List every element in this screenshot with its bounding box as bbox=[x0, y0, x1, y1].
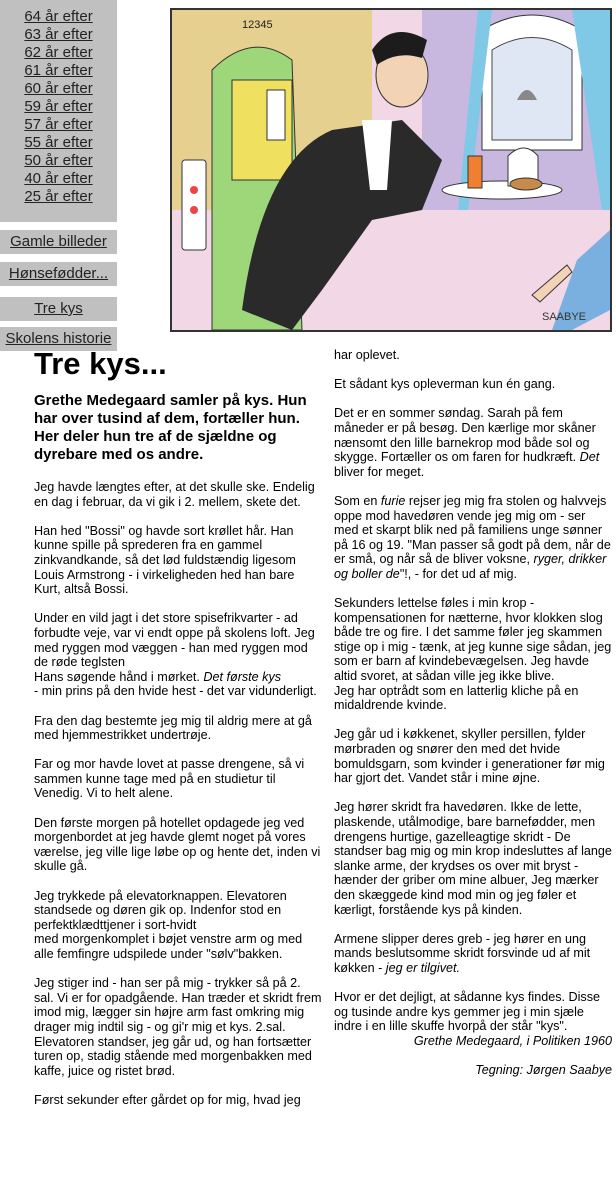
article-title: Tre kys... bbox=[34, 346, 167, 381]
nav-link-25[interactable]: 25 år efter bbox=[24, 188, 93, 205]
paragraph: Fra den dag bestemte jeg mig til aldrig mere at gå med hjemmestrikket undertrøje. bbox=[34, 713, 312, 743]
year-nav bbox=[0, 0, 117, 222]
nav-link-57[interactable]: 57 år efter bbox=[24, 116, 93, 133]
paragraph: Den første morgen på hotellet opdagede jeg ved morgenbordet at jeg havde glemt noget på vores værelse, jeg ville lige løbe op og hente det, inden vi skulle gå. bbox=[34, 815, 321, 874]
floor-numbers: 12345 bbox=[242, 19, 273, 31]
waiter-drawing bbox=[172, 10, 610, 330]
paragraph: Jeg går ud i køkkenet, skyller persillen, fylder mørbraden og snører den med det hvide bomuldsgarn, som kvinder i generationer før mig har gjort det. Vandet står i mine øjne. bbox=[334, 727, 605, 786]
nav-gamle-billeder[interactable]: Gamle billeder bbox=[0, 230, 117, 254]
paragraph: Jeg stiger ind - han ser på mig - trykker så på 2. sal. Vi er for opadgående. Han træder et skridt frem imod mig, lægger sin højre arm fast omkring mig drager mig indtil sig - og gi'r mig et kys. 2.sal. Elevatoren standser, jeg går ud, og han fortsætter turen op, stadig stående med morgenbakken med kaffe, juice og ristet brød. bbox=[34, 976, 322, 1078]
paragraph: Det er en sommer søndag. Sarah på fem måneder er på besøg. Den kærlige mor skåner nænsomt den lille barnekrop mod både sol og skygge. Fortæller os om faren for hudkræft. Det bliver for meget. bbox=[334, 406, 600, 479]
nav-link-61[interactable]: 61 år efter bbox=[24, 62, 93, 79]
nav-link-60[interactable]: 60 år efter bbox=[24, 80, 93, 97]
illustration-credit: Tegning: Jørgen Saabye bbox=[475, 1063, 612, 1078]
elevator-illustration bbox=[170, 8, 612, 332]
nav-link-63[interactable]: 63 år efter bbox=[24, 26, 93, 43]
nav-link-62[interactable]: 62 år efter bbox=[24, 44, 93, 61]
nav-tre-kys[interactable]: Tre kys bbox=[0, 297, 117, 321]
article-column-left bbox=[34, 480, 322, 1122]
nav-skolens-historie[interactable]: Skolens historie bbox=[0, 327, 117, 351]
paragraph: Far og mor havde lovet at passe drengene, så vi sammen kunne tage med på en studietur til Venedig. Vi to helt alene. bbox=[34, 757, 305, 801]
paragraph: Jeg trykkede på elevatorknappen. Elevatoren standsede og døren gik op. Indenfor stod en perfektklædttjener i sort-hvidt med morgenkomplet i bøjet venstre arm og med alle femfingre udspilede under "sølv"bakken. bbox=[34, 888, 303, 961]
paragraph: Hvor er det dejligt, at sådanne kys findes. Disse og tusinde andre kys gemmer jeg i min sjæle indre i en lille skuffe hvorpå der står "kys". bbox=[334, 990, 600, 1034]
paragraph: Et sådant kys opleverman kun én gang. bbox=[334, 377, 556, 392]
nav-link-64[interactable]: 64 år efter bbox=[24, 8, 93, 25]
nav-link-55[interactable]: 55 år efter bbox=[24, 134, 93, 151]
article-lead: Grethe Medegaard samler på kys. Hun har over tusind af dem, fortæller hun. Her deler hun tre af de sjældne og dyrebare med os andre. bbox=[34, 392, 307, 463]
paragraph: Han hed "Bossi" og havde sort krøllet hår. Han kunne spille på sprederen fra en gammel zinkvandkande, så det lød fuldstændig ligesom Louis Armstrong - i virkeligheden hed han bare Kurt, altså Bossi. bbox=[34, 523, 296, 597]
paragraph: Armene slipper deres greb - jeg hører en ung mands beslutsomme skridt forsvinde ud af mit køkken - jeg er tilgivet. bbox=[334, 931, 591, 975]
paragraph: Først sekunder efter gårdet op for mig, hvad jeg bbox=[34, 1092, 301, 1107]
nav-honsefodder[interactable]: Hønsefødder... bbox=[0, 262, 117, 286]
article-column-right bbox=[334, 348, 612, 1092]
nav-link-40[interactable]: 40 år efter bbox=[24, 170, 93, 187]
nav-link-50[interactable]: 50 år efter bbox=[24, 152, 93, 169]
illustration-signature: SAABYE bbox=[542, 311, 587, 323]
paragraph: Jeg havde længtes efter, at det skulle ske. Endelig en dag i februar, da vi gik i 2. mellem, skete det. bbox=[34, 480, 315, 509]
paragraph: Som en furie rejser jeg mig fra stolen og halvvejs oppe mod havedøren vende jeg mig om - ser med et skarpt blik ned på familiens unge sønner på 16 og 19. "Man passer så godt på dem, når de er små, og når så de bliver voksne, ryger, drikker og boller de"!, - for det ud af mig. bbox=[334, 493, 611, 581]
paragraph: har oplevet. bbox=[334, 348, 400, 362]
paragraph: Jeg hører skridt fra havedøren. Ikke de lette, plaskende, utålmodige, bare barnefødder, men drengens hurtige, gazelleagtige skridt - De standser bag mig og min krop indesluttes af lange slanke arme, der krydses os over mit bryst - hænder der griber om mine albuer, Jeg mærker den skæggede kind mod min og jeg føler et kærligt, forstående kys på kinden. bbox=[334, 800, 612, 917]
paragraph: Sekunders lettelse føles i min krop - kompensationen for nætterne, hvor klokken slog både tre og fire. I det samme føler jeg skammen stige op i mig - tænk, at jeg kunne sige sådan, jeg som er barn af kvindebevægelsen. Jeg havde altid svoret, at sådan ville jeg ikke blive. Jeg har optrådt som en latterlig kliche på en midaldrende kvinde. bbox=[334, 596, 612, 713]
nav-link-59[interactable]: 59 år efter bbox=[24, 98, 93, 115]
paragraph: Under en vild jagt i det store spisefrikvarter - ad forbudte veje, var vi endt oppe på skolens loft. Jeg med ryggen mod væggen - han med ryggen mod de røde teglsten Hans søgende hånd i mørket. Det første kys - min prins på den hvide hest - det var vidunderligt. bbox=[34, 611, 317, 699]
author-credit: Grethe Medegaard, i Politiken 1960 bbox=[413, 1033, 612, 1048]
